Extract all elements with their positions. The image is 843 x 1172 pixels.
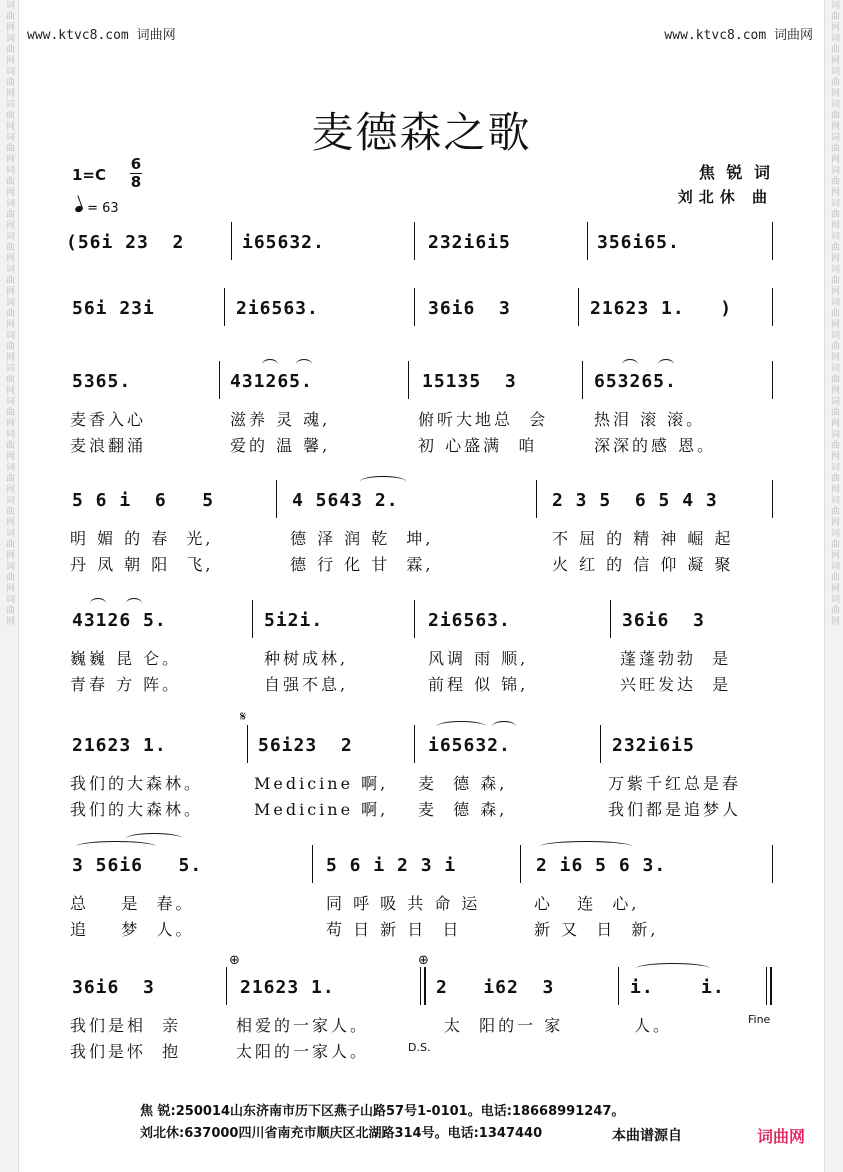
slur-mark	[296, 359, 312, 370]
tempo-marking	[75, 201, 119, 216]
lyric-verse1: 滋养 灵 魂,	[230, 410, 331, 429]
slur-mark	[540, 841, 632, 852]
tempo-value: = 63	[87, 201, 119, 216]
measure-notes: 431265.	[230, 371, 313, 392]
time-sig-bottom: 8	[130, 173, 142, 191]
score-row	[0, 298, 843, 378]
measure-notes: i65632.	[242, 232, 325, 253]
watermark-text: 词曲网词曲网词曲网词曲网词曲网词曲网词曲网词曲网词曲网词曲网词曲网词曲网词曲网词曲网词曲网词曲网词曲网词曲网词曲网	[829, 0, 839, 627]
measure-notes: i65632.	[428, 735, 511, 756]
barline	[578, 288, 579, 326]
lyric-verse2: 兴旺发达 是	[620, 675, 732, 694]
measure-notes: 2i6563.	[236, 298, 319, 319]
lyric-verse2: 麦 德 森,	[418, 800, 508, 819]
lyricist-credit: 焦 锐 词	[698, 163, 773, 182]
lyric-verse1: 热泪 滚 滚。	[594, 410, 706, 429]
measure-notes: 3 56i6 5.	[72, 855, 203, 876]
measure-notes: 36i6 3	[72, 977, 155, 998]
ds-mark: D.S.	[408, 1041, 431, 1054]
measure-notes: 56i23 2	[258, 735, 353, 756]
lyric-verse2: 德 行 化 甘 霖,	[290, 555, 434, 574]
barline	[252, 600, 253, 638]
barline	[414, 600, 415, 638]
slur-mark	[436, 721, 486, 732]
lyric-verse1: 不 屈 的 精 神 崛 起	[552, 529, 734, 548]
score-row	[0, 610, 843, 694]
key-signature: 1=C	[72, 166, 107, 184]
measure-notes: 43126 5.	[72, 610, 167, 631]
segno-sign: 𝄋	[240, 709, 247, 725]
barline	[772, 845, 773, 883]
score-row	[0, 709, 843, 819]
lyric-verse1: 明 媚 的 春 光,	[70, 529, 214, 548]
lyric-verse2: 青春 方 阵。	[70, 675, 182, 694]
barline	[587, 222, 588, 260]
score-row	[0, 371, 843, 455]
measure-notes: 2 i62 3	[436, 977, 555, 998]
final-barline	[766, 967, 772, 1005]
measure-notes: 21623 1.	[72, 735, 167, 756]
slur-mark	[622, 359, 638, 370]
lyric-verse2: 前程 似 锦,	[428, 675, 529, 694]
lyric-verse2: 我们是怀 抱	[70, 1042, 182, 1061]
coda-sign: ⊕	[229, 953, 240, 968]
slur-mark	[636, 963, 710, 974]
measure-notes: 5 6 i 2 3 i	[326, 855, 457, 876]
lyric-verse1: 风调 雨 顺,	[428, 649, 529, 668]
barline	[536, 480, 537, 518]
lyric-verse2: 自强不息,	[264, 675, 349, 694]
measure-notes: 21623 1. )	[590, 298, 733, 319]
measure-notes: 36i6 3	[622, 610, 705, 631]
slur-mark	[126, 833, 182, 844]
lyric-verse1: 万紫千红总是春	[608, 774, 742, 793]
composer-credit: 刘北休 曲	[677, 188, 773, 206]
fine-mark: Fine	[748, 1013, 771, 1026]
barline	[772, 288, 773, 326]
lyric-verse1: 我们的大森林。	[70, 774, 204, 793]
slur-mark	[360, 476, 406, 487]
lyric-verse1: Medicine 啊,	[254, 774, 389, 793]
header-site-left[interactable]: www.ktvc8.com 词曲网	[27, 28, 176, 43]
barline	[414, 222, 415, 260]
source-note: 本曲谱源自	[612, 1128, 682, 1144]
song-title: 麦德森之歌	[311, 108, 532, 157]
time-signature	[130, 156, 142, 191]
lyric-verse1: 巍巍 昆 仑。	[70, 649, 182, 668]
barline	[276, 480, 277, 518]
site-logo[interactable]: 词曲网	[757, 1127, 806, 1146]
measure-notes: 2 3 5 6 5 4 3	[552, 490, 718, 511]
score-row	[0, 953, 843, 1061]
slur-mark	[658, 359, 674, 370]
barline	[312, 845, 313, 883]
lyric-verse2: 麦浪翻涌	[70, 436, 147, 455]
lyric-verse2: Medicine 啊,	[254, 800, 389, 819]
barline	[600, 725, 601, 763]
watermark-text: 词曲网词曲网词曲网词曲网词曲网词曲网词曲网词曲网词曲网词曲网词曲网词曲网词曲网词曲网词曲网词曲网词曲网词曲网词曲网	[4, 0, 14, 627]
measure-notes: 4 5643 2.	[292, 490, 399, 511]
lyric-verse1: 人。	[634, 1016, 673, 1035]
contact-line-lyricist: 焦 锐:250014山东济南市历下区燕子山路57号1-0101。电话:18668991247。	[140, 1104, 625, 1119]
barline	[772, 222, 773, 260]
measure-notes: i. i.	[630, 977, 725, 998]
barline	[219, 361, 220, 399]
slur-mark	[126, 598, 142, 609]
lyric-verse1: 蓬蓬勃勃 是	[620, 649, 732, 668]
lyric-verse1: 总 是 春。	[70, 894, 195, 913]
lyric-verse2: 火 红 的 信 仰 凝 聚	[552, 555, 734, 574]
lyric-verse1: 太 阳的一 家	[444, 1016, 564, 1035]
lyric-verse2: 深深的感 恩。	[594, 436, 717, 455]
lyric-verse2: 追 梦 人。	[70, 920, 195, 939]
lyric-verse2: 我们的大森林。	[70, 800, 204, 819]
lyric-verse2: 新 又 日 新,	[534, 920, 659, 939]
lyric-verse1: 麦香入心	[70, 410, 147, 429]
measure-notes: 15135 3	[422, 371, 517, 392]
lyric-verse2: 丹 凤 朝 阳 飞,	[70, 555, 214, 574]
barline	[772, 361, 773, 399]
lyric-verse2: 初 心盛满 咱	[418, 436, 538, 455]
measure-notes: 56i 23i	[72, 298, 155, 319]
measure-notes: 5i2i.	[264, 610, 324, 631]
slur-mark	[90, 598, 106, 609]
barline	[414, 288, 415, 326]
lyric-verse1: 我们是相 亲	[70, 1016, 182, 1035]
lyric-verse1: 心 连 心,	[534, 894, 640, 913]
lyric-verse2: 我们都是追梦人	[608, 800, 742, 819]
barline	[772, 480, 773, 518]
lyric-verse1: 种树成林,	[264, 649, 349, 668]
header-site-right[interactable]: www.ktvc8.com 词曲网	[664, 28, 813, 43]
lyric-verse2: 苟 日 新 日 日	[326, 920, 462, 939]
lyric-verse1: 俯听大地总 会	[418, 410, 549, 429]
lyric-verse1: 麦 德 森,	[418, 774, 508, 793]
coda-sign: ⊕	[418, 953, 429, 968]
barline	[231, 222, 232, 260]
barline	[414, 725, 415, 763]
barline	[224, 288, 225, 326]
time-sig-top: 6	[130, 155, 142, 173]
measure-notes: 232i6i5	[428, 232, 511, 253]
measure-notes: 2 i6 5 6 3.	[536, 855, 667, 876]
lyric-verse2: 爱的 温 馨,	[230, 436, 331, 455]
lyric-verse1: 相爱的一家人。	[236, 1016, 370, 1035]
barline	[226, 967, 227, 1005]
lyric-verse1: 同 呼 吸 共 命 运	[326, 894, 481, 913]
lyric-verse1: 德 泽 润 乾 坤,	[290, 529, 434, 548]
lyric-verse2: 太阳的一家人。	[236, 1042, 370, 1061]
score-row	[0, 490, 843, 574]
score-row	[0, 855, 843, 939]
measure-notes: 5 6 i 6 5	[72, 490, 215, 511]
measure-notes: 21623 1.	[240, 977, 335, 998]
repeat-barline	[420, 967, 426, 1005]
measure-notes: (56i 23 2	[66, 232, 185, 253]
barline	[520, 845, 521, 883]
barline	[247, 725, 248, 763]
barline	[610, 600, 611, 638]
measure-notes: 356i65.	[597, 232, 680, 253]
measure-notes: 653265.	[594, 371, 677, 392]
quarter-note-icon	[74, 205, 84, 213]
barline	[582, 361, 583, 399]
measure-notes: 5365.	[72, 371, 132, 392]
barline	[618, 967, 619, 1005]
measure-notes: 36i6 3	[428, 298, 511, 319]
barline	[408, 361, 409, 399]
measure-notes: 2i6563.	[428, 610, 511, 631]
measure-notes: 232i6i5	[612, 735, 695, 756]
slur-mark	[262, 359, 278, 370]
slur-mark	[492, 721, 516, 732]
contact-line-composer: 刘北休:637000四川省南充市顺庆区北湖路314号。电话:1347440	[140, 1126, 543, 1141]
